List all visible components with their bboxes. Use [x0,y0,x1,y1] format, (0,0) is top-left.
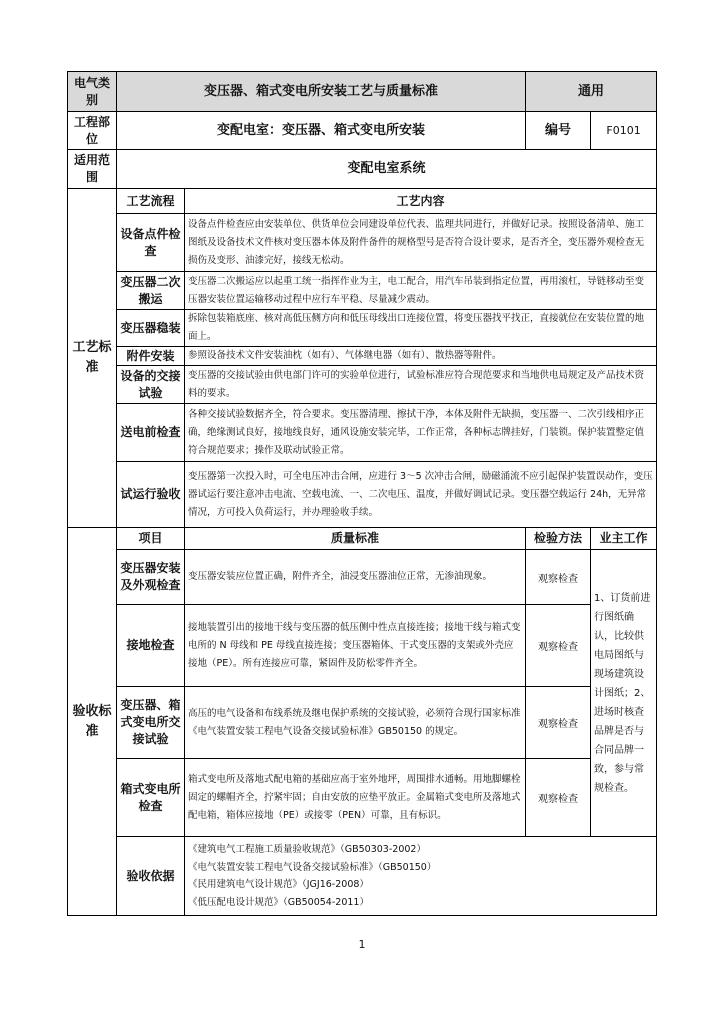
scope-value: 变配电室系统 [117,150,657,189]
basis-list [185,837,657,916]
process-content: 变压器的交接试验由供电部门许可的实验单位进行，试验标准应符合现范要求和当地供电局规定及产品技术资料的要求。 [185,366,657,404]
acceptance-section-label: 验收标准 [68,528,117,916]
acceptance-item: 变压器、箱式变电所交接试验 [117,687,185,759]
col-flow: 工艺流程 [117,189,185,214]
basis-label: 验收依据 [117,837,185,916]
basis-item: 《建筑电气工程施工质量验收规范》（GB50303-2002） [188,844,426,855]
acceptance-method: 观察检查 [526,687,591,759]
page-number: 1 [358,938,366,951]
code-label: 编号 [526,112,591,150]
acceptance-row [68,550,657,605]
basis-item: 《低压配电设计规范》（GB50054-2011） [188,896,369,908]
acceptance-method: 观察检查 [526,759,591,837]
process-row [68,366,657,404]
owner-work: 1、订货前进行图纸确认，比较供电局图纸与现场建筑设计图纸；2、进场时核查品牌是否与合同品牌一致，参与常规检查。 [591,550,657,837]
process-content: 参照设备技术文件安装油枕（如有）、气体继电器（如有）、散热器等附件。 [185,347,657,366]
location-value: 变配电室：变压器、箱式变电所安装 [117,112,526,150]
location-row [68,112,657,150]
acceptance-standard: 箱式变电所及落地式配电箱的基础应高于室外地坪，周围排水通畅。用地脚螺栓固定的螺帽齐全，拧紧牢固；自由安放的应垫平放正。金属箱式变电所及落地式配电箱，箱体应接地（PE）或接零（PEN）可靠，且有标识。 [185,759,526,837]
acceptance-standard: 接地装置引出的接地干线与变压器的低压侧中性点直接连接；接地干线与箱式变电所的 N 母线和 PE 母线直接连接；变压器箱体、干式变压器的支架或外壳应接地（PE）。所有连接应可靠，紧固件及防松零件齐全。 [185,605,526,687]
acceptance-item: 箱式变电所检查 [117,759,185,837]
acceptance-row [68,605,657,687]
acceptance-row [68,687,657,759]
scope-row [68,150,657,189]
process-row [68,310,657,347]
location-label: 工程部位 [68,112,117,150]
process-row [68,214,657,272]
process-step: 送电前检查 [117,404,185,462]
process-content: 变压器第一次投入时，可全电压冲击合闸，应进行 3～5 次冲击合闸，励磁涌流不应引起保护装置误动作，变压器试运行要注意冲击电流、空载电流、一、二次电压、温度，并做好调试记录。变压器空载运行 24h，无异常情况，方可投入负荷运行，并办理验收手续。 [185,462,657,528]
process-row [68,347,657,366]
col-method: 检验方法 [526,528,591,550]
process-step: 附件安装 [117,347,185,366]
process-content: 各种交接试验数据齐全，符合要求。变压器清理、擦拭干净，本体及附件无缺损，变压器一、二次引线相序正确，绝缘测试良好，接地线良好，通风设施安装完毕，工作正常，各种标志牌挂好，门装锁。保护装置整定值符合规范要求；操作及联动试验正常。 [185,404,657,462]
basis-row [68,837,657,916]
process-content: 变压器二次搬运应以起重工统一指挥作业为主，电工配合，用汽车吊装到指定位置，再用滚杠，导链移动至变压器安装位置运输移动过程中应行车平稳、尽量减少震动。 [185,272,657,310]
process-step: 设备的交接试验 [117,366,185,404]
doc-title: 变压器、箱式变电所安装工艺与质量标准 [117,72,526,112]
process-row [68,404,657,462]
col-owner: 业主工作 [591,528,657,550]
acceptance-standard: 变压器安装应位置正确，附件齐全，油浸变压器油位正常，无渗油现象。 [185,550,526,605]
process-row [68,272,657,310]
process-header-row [68,189,657,214]
process-section-label: 工艺标准 [68,189,117,528]
process-content: 设备点件检查应由安装单位、供货单位会同建设单位代表、监理共同进行，并做好记录。按照设备清单、施工图纸及设备技术文件核对变压器本体及附件备件的规格型号是否符合设计要求，是否齐全，变压器外观检查无损伤及变形、油漆完好，接线无松动。 [185,214,657,272]
col-content: 工艺内容 [185,189,657,214]
acceptance-row [68,759,657,837]
standard-table [67,71,657,916]
process-step: 变压器二次搬运 [117,272,185,310]
acceptance-item: 变压器安装及外观检查 [117,550,185,605]
acceptance-item: 接地检查 [117,605,185,687]
acceptance-standard: 高压的电气设备和布线系统及继电保护系统的交接试验，必须符合现行国家标准《电气装置安装工程电气设备交接试验标准》GB50150 的规定。 [185,687,526,759]
col-quality: 质量标准 [185,528,526,550]
col-item: 项目 [117,528,185,550]
header-row [68,72,657,112]
process-step: 试运行验收 [117,462,185,528]
process-step: 设备点件检查 [117,214,185,272]
basis-item: 《民用建筑电气设计规范》（JGJ16-2008） [188,879,369,890]
scope-label: 适用范围 [68,150,117,189]
general-label: 通用 [526,72,657,112]
acceptance-header-row [68,528,657,550]
acceptance-method: 观察检查 [526,605,591,687]
code-value: F0101 [591,112,657,150]
category-label: 电气类别 [68,72,117,112]
process-content: 拆除包装箱底座、核对高低压侧方向和低压母线出口连接位置，将变压器找平找正，直接就位在安装位置的地面上。 [185,310,657,347]
process-step: 变压器稳装 [117,310,185,347]
process-row [68,462,657,528]
acceptance-method: 观察检查 [526,550,591,605]
basis-item: 《电气装置安装工程电气设备交接试验标准》（GB50150） [188,861,437,873]
